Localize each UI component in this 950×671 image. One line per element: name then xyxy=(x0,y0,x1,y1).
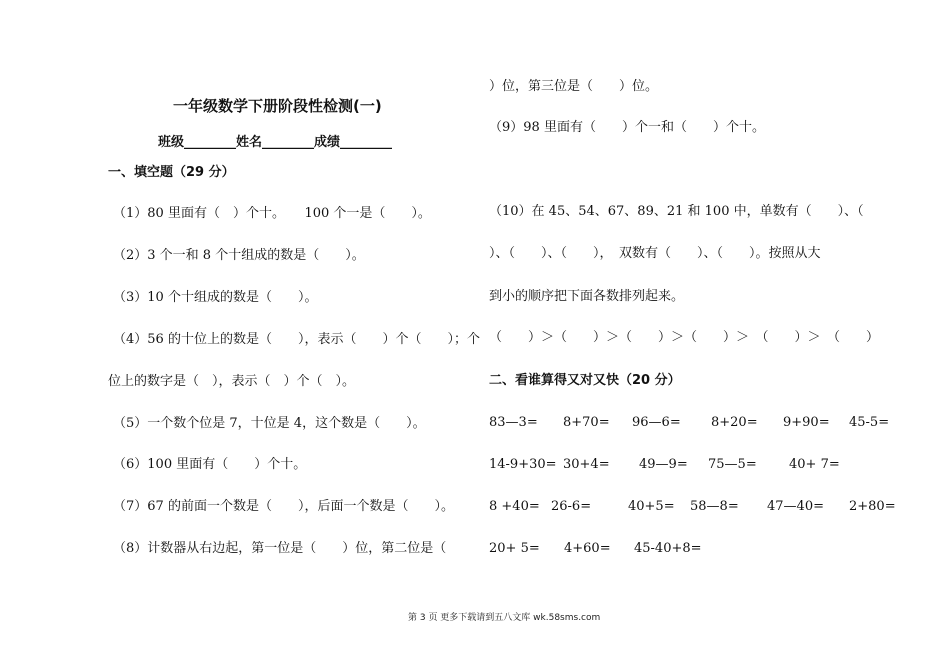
math-problem: 4+60= xyxy=(564,541,611,556)
question-8: （8）计数器从右边起，第一位是（ ）位，第二位是（ xyxy=(113,541,447,556)
question-3: （3）10 个十组成的数是（ ）。 xyxy=(113,290,318,305)
math-problem: 30+4= xyxy=(563,457,610,472)
math-problem: 75—5= xyxy=(708,457,757,472)
question-4: （4）56 的十位上的数是（ ），表示（ ）个（ ）；个 xyxy=(113,332,480,347)
math-problem: 45-5= xyxy=(849,415,890,430)
question-4-continued: 位上的数字是（ ），表示（ ）个（ ）。 xyxy=(108,374,356,389)
question-8-continued: ）位，第三位是（ ）位。 xyxy=(489,79,659,94)
math-problem: 45-40+8= xyxy=(634,541,702,556)
question-1: （1）80 里面有（ ）个十。 100 个一是（ ）。 xyxy=(113,206,431,221)
math-problem: 40+5= xyxy=(628,499,675,514)
question-10-line-2: ）、（ ）、（ ）， 双数有（ ）、（ ）。按照从大 xyxy=(489,246,821,261)
question-2: （2）3 个一和 8 个十组成的数是（ ）。 xyxy=(113,248,365,263)
question-9: （9）98 里面有（ ）个一和（ ）个十。 xyxy=(489,120,765,135)
math-problem: 26-6= xyxy=(551,499,592,514)
page-title: 一年级数学下册阶段性检测(一) xyxy=(173,97,382,115)
question-10: （10）在 45、54、67、89、21 和 100 中，单数有（ ）、（ xyxy=(489,204,864,219)
page-footer: 第 3 页 更多下载请到五八文库 wk.58sms.com xyxy=(408,613,601,623)
math-problem: 49—9= xyxy=(639,457,688,472)
section-2-heading: 二、看谁算得又对又快（20 分） xyxy=(489,373,681,388)
question-5: （5）一个数个位是 7，十位是 4，这个数是（ ）。 xyxy=(113,416,426,431)
math-problem: 8 +40= xyxy=(489,499,540,514)
ordering-blanks: （ ）＞（ ）＞（ ）＞（ ）＞ （ ）＞ （ ） xyxy=(489,330,880,345)
math-problem: 8+20= xyxy=(711,415,758,430)
student-info-line: 班级________姓名________成绩________ xyxy=(158,135,393,150)
math-problem: 40+ 7= xyxy=(789,457,840,472)
math-problem: 8+70= xyxy=(563,415,610,430)
math-problem: 9+90= xyxy=(783,415,830,430)
math-problem: 14-9+30= xyxy=(489,457,557,472)
question-10-line-3: 到小的顺序把下面各数排列起来。 xyxy=(489,289,685,304)
math-problem: 58—8= xyxy=(690,499,739,514)
math-problem: 96—6= xyxy=(632,415,681,430)
question-6: （6）100 里面有（ ）个十。 xyxy=(113,457,307,472)
question-7: （7）67 的前面一个数是（ ），后面一个数是（ ）。 xyxy=(113,499,454,514)
math-problem: 47—40= xyxy=(767,499,824,514)
section-1-heading: 一、填空题（29 分） xyxy=(108,165,235,180)
math-problem: 20+ 5= xyxy=(489,541,540,556)
math-problem: 2+80= xyxy=(849,499,896,514)
math-problem: 83—3= xyxy=(489,415,538,430)
